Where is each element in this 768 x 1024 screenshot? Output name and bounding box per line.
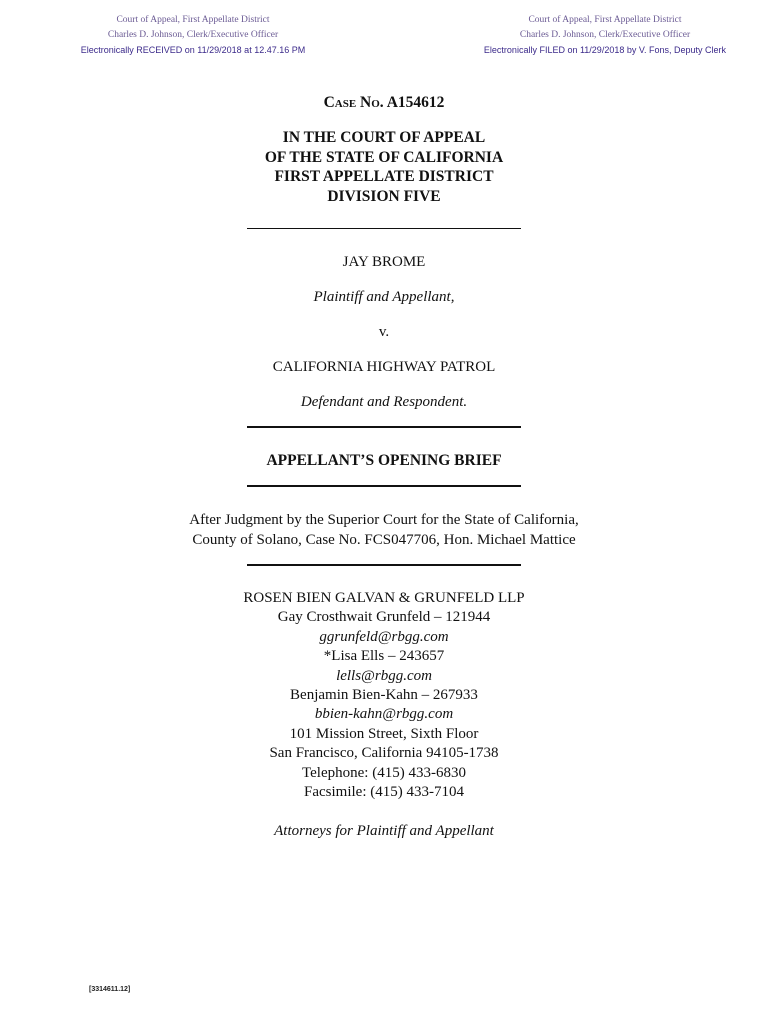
case-number	[0, 93, 768, 113]
attorney-email: bbien-kahn@rbgg.com	[314, 706, 454, 723]
judgment-info	[0, 510, 768, 550]
divider	[247, 564, 521, 566]
firm-name: ROSEN BIEN GALVAN & GRUNFELD LLP	[243, 590, 525, 606]
attorney-email: lells@rbgg.com	[336, 667, 432, 684]
divider	[247, 228, 521, 229]
attorneys-for: Attorneys for Plaintiff and Appellant	[274, 823, 494, 839]
court-line: OF THE STATE OF CALIFORNIA	[264, 148, 504, 166]
divider	[247, 426, 521, 428]
attorney-email: ggrunfeld@rbgg.com	[319, 628, 449, 645]
case-number-prefix: Case No.	[323, 94, 384, 111]
plaintiff-name: JAY BROME	[342, 254, 426, 270]
counsel-block	[0, 589, 768, 802]
address-line: 101 Mission Street, Sixth Floor	[289, 725, 479, 742]
address-line: San Francisco, California 94105-1738	[269, 745, 499, 762]
versus: v.	[378, 324, 390, 340]
filed-stamp-clerk: Charles D. Johnson, Clerk/Executive Officer	[519, 30, 691, 40]
case-number-value: A154612	[386, 94, 445, 111]
filed-stamp-date: Electronically FILED on 11/29/2018 by V. Fons, Deputy Clerk	[483, 45, 727, 55]
filed-stamp	[462, 13, 748, 58]
attorney-name: Gay Crosthwait Grunfeld – 121944	[277, 609, 491, 626]
attorney-name: *Lisa Ells – 243657	[323, 648, 445, 665]
court-heading	[0, 128, 768, 206]
received-stamp	[62, 13, 324, 58]
attorney-name: Benjamin Bien-Kahn – 267933	[290, 687, 478, 704]
defendant-name: CALIFORNIA HIGHWAY PATROL	[272, 359, 496, 375]
received-stamp-clerk: Charles D. Johnson, Clerk/Executive Officer	[107, 30, 279, 40]
received-stamp-court: Court of Appeal, First Appellate District	[116, 15, 270, 25]
facsimile: Facsimile: (415) 433-7104	[304, 784, 464, 801]
telephone: Telephone: (415) 433-6830	[302, 764, 466, 781]
court-line: IN THE COURT OF APPEAL	[282, 129, 486, 146]
divider	[247, 485, 521, 487]
court-line: FIRST APPELLATE DISTRICT	[274, 168, 494, 185]
document-id: [3314611.12]	[89, 986, 131, 993]
brief-title: APPELLANT’S OPENING BRIEF	[266, 452, 502, 469]
defendant-role: Defendant and Respondent.	[300, 394, 468, 410]
received-stamp-date: Electronically RECEIVED on 11/29/2018 at 12.47.16 PM	[80, 45, 306, 55]
judgment-line: After Judgment by the Superior Court for the State of California,	[189, 512, 579, 528]
court-line: DIVISION FIVE	[327, 187, 441, 205]
plaintiff-role: Plaintiff and Appellant,	[313, 289, 455, 305]
filed-stamp-court: Court of Appeal, First Appellate District	[528, 15, 682, 25]
judgment-line: County of Solano, Case No. FCS047706, Hon. Michael Mattice	[192, 532, 576, 548]
